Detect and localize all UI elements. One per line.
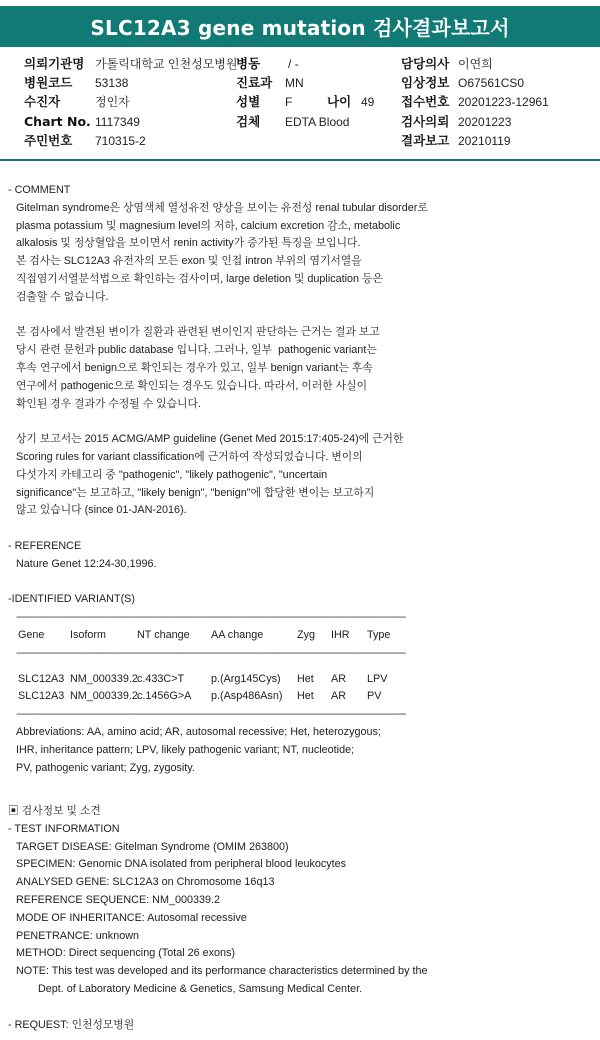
cell-nt-change: c.1456G>A (137, 690, 192, 703)
test-info-line: ANALYSED GENE: SLC12A3 on Chromosome 16q13 (16, 876, 275, 889)
ward-value: / - (288, 57, 299, 71)
cell-ihr: AR (331, 672, 346, 685)
test-info-line: MODE OF INHERITANCE: Autosomal recessive (16, 911, 247, 924)
examinee-label: 수진자 (24, 94, 61, 109)
report-date-label: 결과보고 (401, 133, 450, 148)
table-row (8, 671, 593, 689)
cell-type: PV (367, 690, 382, 703)
examinee-value: 정인자 (95, 95, 130, 109)
specimen-value: EDTA Blood (285, 115, 350, 129)
cell-type: LPV (367, 672, 388, 685)
cell-gene: SLC12A3 (18, 690, 65, 703)
header-divider (0, 159, 600, 161)
hospital-code-label: 병원코드 (24, 75, 73, 90)
specimen-label: 검체 (236, 114, 261, 129)
dept-label: 진료과 (236, 75, 273, 90)
col-header-type: Type (367, 628, 391, 641)
col-header-nt-change: NT change (137, 628, 190, 641)
id-label: 주민번호 (24, 133, 73, 148)
comment-header: - COMMENT (8, 184, 71, 196)
col-header-zyg: Zyg (297, 628, 315, 641)
requester-label: 의뢰기관명 (24, 56, 85, 71)
cell-aa-change: p.(Arg145Cys) (211, 672, 281, 685)
cell-nt-change: c.433C>T (137, 672, 185, 685)
cell-zyg: Het (297, 690, 314, 703)
comment-line: alkalosis 및 정상혈압을 보이면서 renin activity가 증가된 특징을 보입니다. (16, 237, 361, 250)
test-info-header: - TEST INFORMATION (8, 822, 120, 835)
report-body (8, 182, 593, 1034)
note-continuation: Dept. of Laboratory Medicine & Genetics, Samsung Medical Center. (38, 983, 363, 996)
request-line: - REQUEST: 인천성모병원 (8, 1018, 135, 1031)
cell-zyg: Het (297, 672, 314, 685)
col-header-ihr: IHR (331, 628, 350, 641)
sex-value: F (285, 95, 293, 109)
exam-info-header: ▣ 검사정보 및 소견 (8, 805, 101, 818)
report-date-value: 20210119 (458, 134, 511, 148)
comment-block-2 (8, 324, 593, 413)
doctor-value: 이연희 (458, 57, 493, 71)
comment-line: 당시 관련 문헌과 public database 입니다. 그러나, 일부 pathogenic variant는 (16, 344, 377, 357)
doctor-label: 담당의사 (401, 56, 450, 71)
comment-line: 본 검사에서 발견된 변이가 질환과 관련된 변이인지 판단하는 근거는 결과 보고 (16, 326, 380, 339)
comment-block-3 (8, 431, 593, 520)
comment-block-1 (8, 200, 593, 307)
comment-line: 연구에서 pathogenic으로 확인되는 경우도 있습니다. 따라서, 이러한 사실이 (16, 379, 367, 392)
comment-line: plasma potassium 및 magnesium level의 저하, calcium excretion 감소, metabolic (16, 219, 401, 232)
chart-no-value: 1117349 (95, 115, 140, 129)
comment-line: 상기 보고서는 2015 ACMG/AMP guideline (Genet Med 2015:17:405-24)에 근거한 (16, 433, 404, 446)
cell-gene: SLC12A3 (18, 672, 65, 685)
receipt-no-label: 접수번호 (401, 94, 450, 109)
test-info-line: PENETRANCE: unknown (16, 929, 140, 942)
test-info-line: NOTE: This test was developed and its performance characteristics determined by the (16, 965, 428, 978)
comment-line: 본 검사는 SLC12A3 유전자의 모든 exon 및 인접 intron 부위의 염기서열을 (16, 255, 362, 268)
test-info-line: METHOD: Direct sequencing (Total 26 exons) (16, 947, 236, 960)
table-rule-bottom: ------------------------------------------------------------------------------------------------------------------------------------------------------ (16, 708, 406, 721)
hospital-code-value: 53138 (95, 76, 129, 90)
receipt-no-value: 20201223-12961 (458, 95, 549, 109)
cell-aa-change: p.(Asp486Asn) (211, 690, 283, 703)
table-row (8, 688, 593, 706)
age-value: 49 (361, 95, 375, 109)
comment-line: 않고 있습니다 (since 01-JAN-2016). (16, 504, 187, 517)
table-rule-top: ------------------------------------------------------------------------------------------------------------------------------------------------------ (16, 611, 406, 624)
chart-no-label: Chart No. (24, 114, 91, 129)
cell-ihr: AR (331, 690, 346, 703)
col-header-isoform: Isoform (70, 628, 106, 641)
request-date-value: 20201223 (458, 115, 512, 129)
cell-isoform: NM_000339.2 (70, 690, 138, 703)
comment-line: Scoring rules for variant classification에 근거하여 작성되었습니다. 변이의 (16, 450, 363, 463)
comment-line: 확인된 경우 결과가 수정될 수 있습니다. (16, 397, 201, 410)
clinical-info-label: 임상정보 (401, 75, 450, 90)
variant-header: -IDENTIFIED VARIANT(S) (8, 593, 135, 606)
comment-line: Gitelman syndrome은 상염색체 열성유전 양상을 보이는 유전성 renal tubular disorder로 (16, 201, 428, 214)
comment-line: 다섯가지 카테고리 중 "pathogenic", "likely pathogenic", "uncertain (16, 468, 328, 481)
clinical-info-value: O67561CS0 (458, 76, 525, 90)
test-info-line: TARGET DISEASE: Gitelman Syndrome (OMIM 263800) (16, 840, 289, 853)
cell-isoform: NM_000339.2 (70, 672, 138, 685)
variant-table-header (8, 627, 593, 645)
request-date-label: 검사의뢰 (401, 114, 450, 129)
reference-line: Nature Genet 12:24-30,1996. (16, 557, 157, 570)
comment-line: 직접염기서열분석법으로 확인하는 검사이며, large deletion 및 duplication 등은 (16, 272, 383, 285)
col-header-gene: Gene (18, 628, 45, 641)
abbreviation-line: IHR, inheritance pattern; LPV, likely pathogenic variant; NT, nucleotide; (16, 743, 355, 756)
test-info-line: REFERENCE SEQUENCE: NM_000339.2 (16, 894, 221, 907)
comment-line: 검출할 수 없습니다. (16, 290, 109, 303)
sex-label: 성별 (236, 94, 261, 109)
reference-header: - REFERENCE (8, 539, 82, 552)
abbreviation-line: Abbreviations: AA, amino acid; AR, autosomal recessive; Het, heterozygous; (16, 725, 381, 738)
report-title: SLC12A3 gene mutation 검사결과보고서 (0, 6, 600, 47)
col-header-aa-change: AA change (211, 628, 264, 641)
ward-label: 병동 (236, 56, 261, 71)
requester-value: 가톨릭대학교 인천성모병원 (95, 57, 238, 71)
abbreviation-line: PV, pathogenic variant; Zyg, zygosity. (16, 761, 195, 774)
comment-line: 후속 연구에서 benign으로 확인되는 경우가 있고, 일부 benign variant는 후속 (16, 361, 373, 374)
dept-value: MN (285, 76, 304, 90)
comment-line: significance"는 보고하고, "likely benign", "benign"에 합당한 변이는 보고하지 (16, 486, 375, 499)
id-value: 710315-2 (95, 134, 146, 148)
age-label: 나이 (327, 94, 352, 109)
table-rule-mid: ------------------------------------------------------------------------------------------------------------------------------------------------------ (16, 646, 406, 659)
test-info-line: SPECIMEN: Genomic DNA isolated from peripheral blood leukocytes (16, 858, 347, 871)
